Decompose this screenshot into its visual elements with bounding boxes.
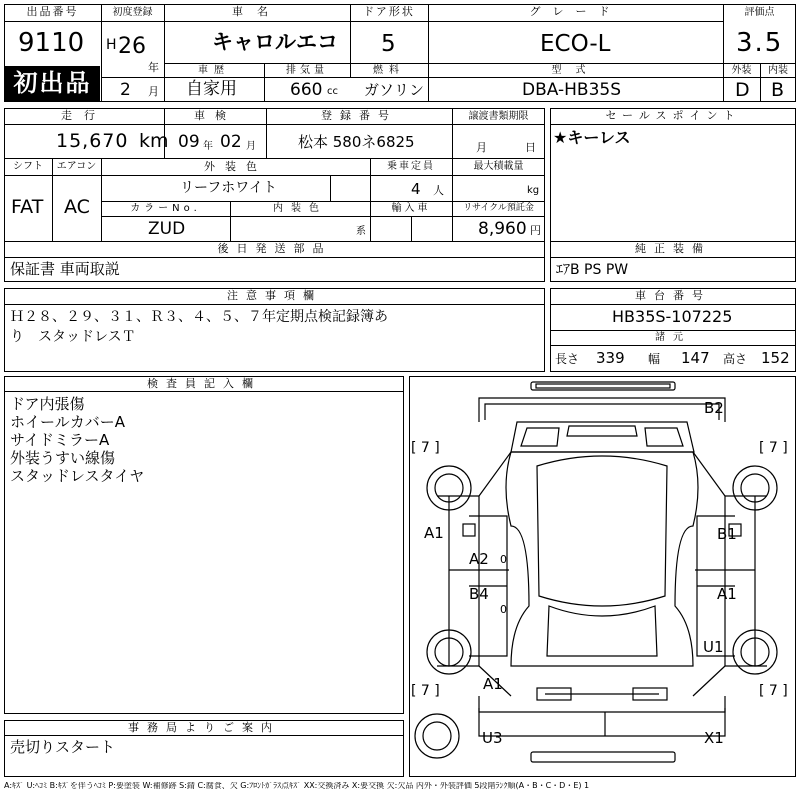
tire-tread-mark: [ 7 ]	[411, 683, 440, 699]
tire-tread-mark: [ 7 ]	[411, 440, 440, 456]
displacement-unit: cc	[327, 86, 338, 97]
chassis-label: 車台番号	[635, 289, 711, 302]
color-label: 外装色	[204, 160, 267, 173]
specs-label: 諸元	[655, 332, 691, 343]
inspection-month-unit: 月	[246, 141, 256, 152]
interior-grade: B	[771, 79, 785, 101]
office-text: 売切りスタート	[10, 738, 116, 756]
interior-color-label: 内装色	[273, 203, 327, 214]
divider	[4, 304, 545, 305]
legend: A:ｷｽﾞ U:ﾍｺﾐ B:ｷｽﾞを伴うﾍｺﾐ P:要塗装 W:補修跡 S:錆 C:腐食、欠 G:ﾌﾛﾝﾄｶﾞﾗｽ点ｷｽﾞ XX:交換済み X:要交換 欠:欠品 内外・外装評価 5段階ﾗﾝｸ順(A・B・C・D・E) 1	[4, 782, 590, 790]
inspection-month: 02	[220, 132, 242, 152]
grade: ECO-L	[540, 31, 611, 57]
damage-mark-a1-right: A1	[717, 585, 737, 603]
car-name: キャロルエコ	[212, 30, 338, 54]
exterior-grade: D	[735, 79, 750, 101]
model-label: 型式	[551, 65, 600, 76]
car-diagram	[409, 376, 796, 777]
notes-line-2: り スタッドレスＴ	[10, 329, 136, 345]
recycle-unit: 円	[530, 224, 541, 237]
height-label: 高さ	[723, 352, 748, 366]
color: リーフホワイト	[180, 180, 277, 196]
width: 147	[681, 349, 710, 367]
divider	[101, 216, 545, 217]
divider	[550, 257, 796, 258]
divider	[330, 175, 331, 201]
maxload-unit: kg	[527, 185, 540, 196]
history-label: 車歴	[198, 65, 230, 76]
inspector-line: ドア内張傷	[10, 395, 85, 413]
lot-number-label: 出品番号	[26, 5, 79, 18]
tire-tread-mark: [ 7 ]	[759, 683, 788, 699]
height: 152	[761, 349, 790, 367]
divider	[4, 257, 545, 258]
door-label: ドア形状	[363, 5, 415, 18]
later-parts-label: 後日発送部品	[217, 242, 332, 255]
divider	[550, 304, 796, 305]
width-label: 幅	[648, 352, 661, 366]
history: 自家用	[186, 79, 237, 99]
grade-label: グレード	[529, 5, 622, 18]
zero-mark: 0	[500, 603, 507, 616]
transfer-month-unit: 月	[476, 141, 487, 154]
divider	[101, 77, 796, 78]
divider	[411, 216, 412, 241]
car-name-label: 車名	[232, 5, 282, 18]
first-listing-label: 初出品	[13, 69, 92, 97]
color-no: ZUD	[148, 219, 186, 239]
genuine-equipment-label: 純正装備	[635, 242, 711, 255]
notes-line-1: Ｈ２８、２９、３１、Ｒ３、４、５、７年定期点検記録簿あ	[10, 309, 388, 325]
divider	[4, 158, 545, 159]
aircon: AC	[64, 196, 90, 218]
chassis-number: HB35S-107225	[612, 307, 733, 326]
door-count: 5	[381, 31, 396, 57]
damage-mark-a1-left: A1	[424, 524, 444, 542]
later-parts: 保証書 車両取説	[10, 260, 120, 278]
divider	[4, 175, 545, 176]
first-reg-label: 初度登録	[112, 7, 153, 18]
divider	[4, 391, 404, 392]
score-label: 評価点	[744, 7, 775, 18]
divider	[4, 124, 545, 125]
recycle: 8,960	[478, 219, 527, 239]
displacement: 660	[290, 80, 323, 100]
inspection-year: 09	[178, 132, 200, 152]
divider	[101, 21, 723, 22]
inspection-label: 車検	[194, 109, 236, 122]
capacity-unit: 人	[433, 184, 444, 197]
inspector-label: 検査員記入欄	[147, 377, 261, 390]
damage-mark-u1: U1	[703, 638, 724, 656]
transfer-label: 譲渡書類期限	[468, 111, 529, 122]
damage-mark-a1-bottom: A1	[483, 675, 503, 693]
month-unit: 月	[148, 85, 159, 98]
divider	[4, 735, 404, 736]
genuine-equipment: ｴｱB PS PW	[556, 262, 629, 278]
mileage: 15,670	[56, 130, 129, 152]
damage-mark-b2: B2	[704, 399, 724, 417]
maxload-label: 最大積載量	[473, 161, 524, 172]
capacity: 4	[411, 180, 421, 198]
interior-label: 内装	[768, 65, 788, 76]
shift: FAT	[11, 196, 44, 218]
score: 3.5	[736, 28, 784, 58]
tire-tread-mark: [ 7 ]	[759, 440, 788, 456]
interior-color-unit: 系	[356, 226, 366, 237]
era-label: H	[106, 37, 117, 53]
transfer-day-unit: 日	[525, 141, 536, 154]
mileage-unit: km	[139, 130, 169, 152]
length-label: 長さ	[555, 352, 580, 366]
sales-point-label: セールスポイント	[605, 109, 741, 122]
first-reg-month: 2	[120, 80, 131, 100]
damage-mark-x1: X1	[704, 729, 724, 747]
inspection-year-unit: 年	[203, 141, 213, 152]
inspector-line: スタッドレスタイヤ	[10, 467, 145, 485]
year-unit: 年	[148, 61, 159, 74]
import-label: 輸入車	[391, 203, 431, 214]
fuel-label: 燃料	[373, 65, 405, 76]
zero-mark: 0	[500, 553, 507, 566]
inspector-line: サイドミラーA	[10, 431, 110, 449]
reg-no-label: 登録番号	[321, 109, 397, 122]
mileage-label: 走行	[61, 109, 107, 122]
divider	[550, 124, 796, 125]
recycle-label: リサイクル預託金	[463, 203, 534, 213]
first-listing-badge	[5, 66, 100, 101]
length: 339	[596, 349, 625, 367]
notes-label: 注意事項欄	[227, 289, 322, 302]
exterior-label: 外装	[731, 65, 752, 76]
damage-mark-u3: U3	[482, 729, 503, 747]
damage-mark-a2: A2	[469, 550, 489, 568]
model: DBA-HB35S	[522, 80, 622, 100]
reg-no: 松本 580ネ6825	[298, 133, 415, 151]
capacity-label: 乗車定員	[387, 161, 435, 172]
displacement-label: 排気量	[286, 65, 328, 76]
colorno-label: カラーNo.	[130, 203, 201, 214]
fuel: ガソリン	[364, 81, 425, 99]
sales-point: ★キーレス	[553, 128, 631, 147]
shift-label: シフト	[13, 161, 43, 172]
inspector-line: ホイールカバーA	[10, 413, 125, 431]
divider	[550, 345, 796, 346]
aircon-label: エアコン	[56, 161, 97, 172]
inspector-line: 外装うすい線傷	[10, 449, 116, 467]
first-reg-year: 26	[118, 34, 146, 59]
lot-number: 9110	[18, 28, 85, 58]
divider	[4, 21, 101, 22]
damage-mark-b4: B4	[469, 585, 489, 603]
office-label: 事務局よりご案内	[128, 721, 280, 734]
damage-mark-b1: B1	[717, 525, 737, 543]
